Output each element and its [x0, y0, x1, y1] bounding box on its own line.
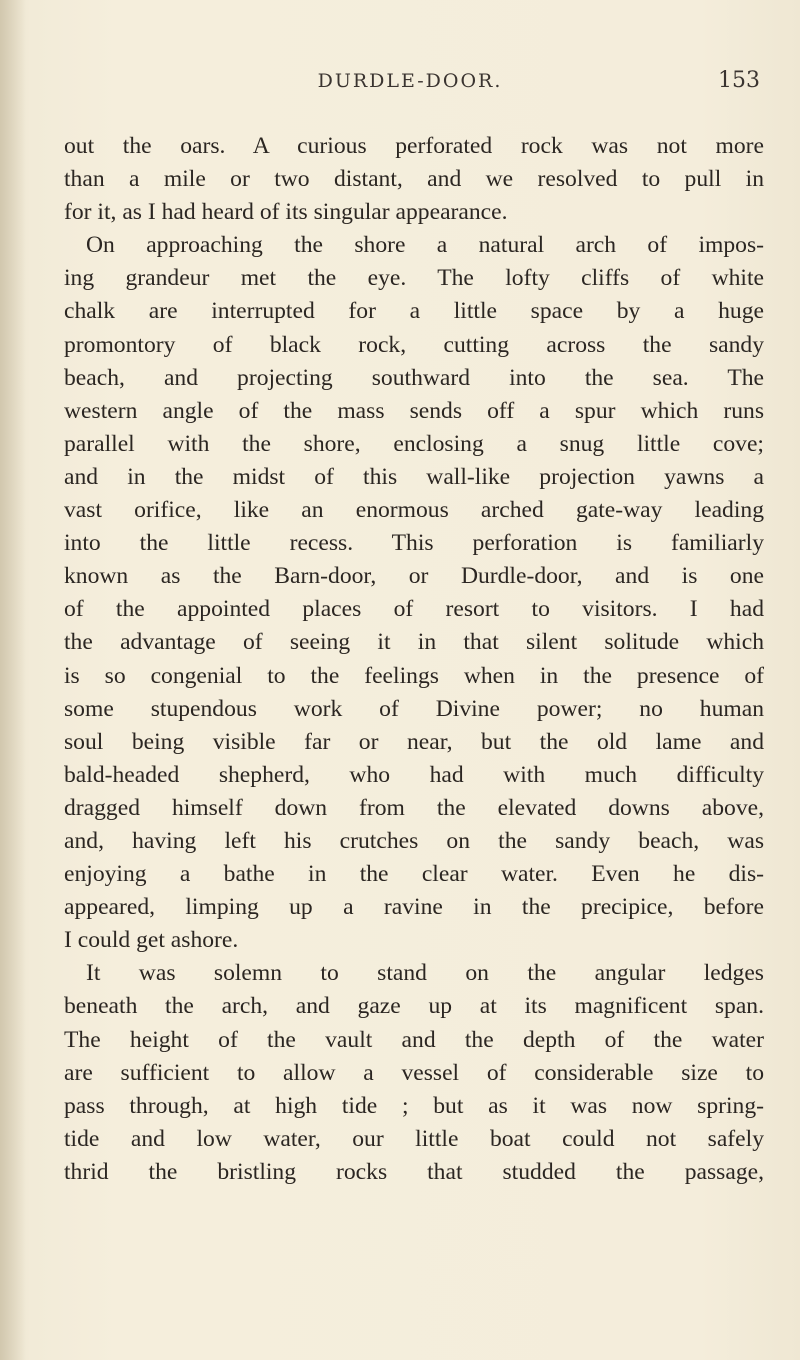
text-line: The height of the vault and the depth of the water [64, 1026, 764, 1053]
text-line: are sufficient to allow a vessel of considerable size to [64, 1059, 764, 1086]
text-line: into the little recess. This perforation is familiarly [64, 530, 764, 557]
text-line: bald-headed shepherd, who had with much difficulty [64, 761, 764, 788]
page-number: 153 [718, 68, 760, 93]
text-line: and in the midst of this wall-like projection yawns a [64, 463, 764, 490]
text-line: of the appointed places of resort to visitors. I had [64, 596, 764, 623]
text-line: It was solemn to stand on the angular ledges [86, 960, 764, 987]
text-line: is so congenial to the feelings when in the presence of [64, 662, 764, 689]
running-title: DURDLE-DOOR. [317, 70, 503, 92]
text-line: than a mile or two distant, and we resolved to pull in [64, 166, 764, 193]
text-line: dragged himself down from the elevated downs above, [64, 794, 764, 821]
text-line: western angle of the mass sends off a spur which runs [64, 397, 764, 424]
text-line: parallel with the shore, enclosing a snug little cove; [64, 430, 764, 457]
text-line: some stupendous work of Divine power; no human [64, 695, 764, 722]
text-line: chalk are interrupted for a little space by a huge [64, 298, 764, 325]
gutter-shadow [0, 0, 26, 1360]
text-line: On approaching the shore a natural arch of impos- [86, 232, 764, 259]
text-line: soul being visible far or near, but the old lame and [64, 728, 764, 755]
text-line: beneath the arch, and gaze up at its magnificent span. [64, 993, 764, 1020]
text-line: known as the Barn-door, or Durdle-door, and is one [64, 563, 764, 590]
text-line: beach, and projecting southward into the sea. The [64, 364, 764, 391]
text-line: vast orifice, like an enormous arched gate-way leading [64, 497, 764, 524]
running-head [60, 68, 760, 102]
text-line: appeared, limping up a ravine in the precipice, before [64, 894, 764, 921]
text-line: thrid the bristling rocks that studded the passage, [64, 1158, 764, 1185]
text-line: enjoying a bathe in the clear water. Even he dis- [64, 861, 764, 888]
text-line: the advantage of seeing it in that silent solitude which [64, 629, 764, 656]
text-line: and, having left his crutches on the sandy beach, was [64, 827, 764, 854]
text-line: promontory of black rock, cutting across the sandy [64, 331, 764, 358]
text-line: for it, as I had heard of its singular appearance. [64, 199, 508, 226]
text-line: tide and low water, our little boat could not safely [64, 1125, 764, 1152]
text-line: I could get ashore. [64, 927, 239, 954]
body-text [64, 130, 764, 1189]
text-line: out the oars. A curious perforated rock was not more [64, 133, 764, 159]
text-line: pass through, at high tide ; but as it was now spring- [64, 1092, 764, 1119]
text-line: ing grandeur met the eye. The lofty cliffs of white [64, 265, 764, 292]
